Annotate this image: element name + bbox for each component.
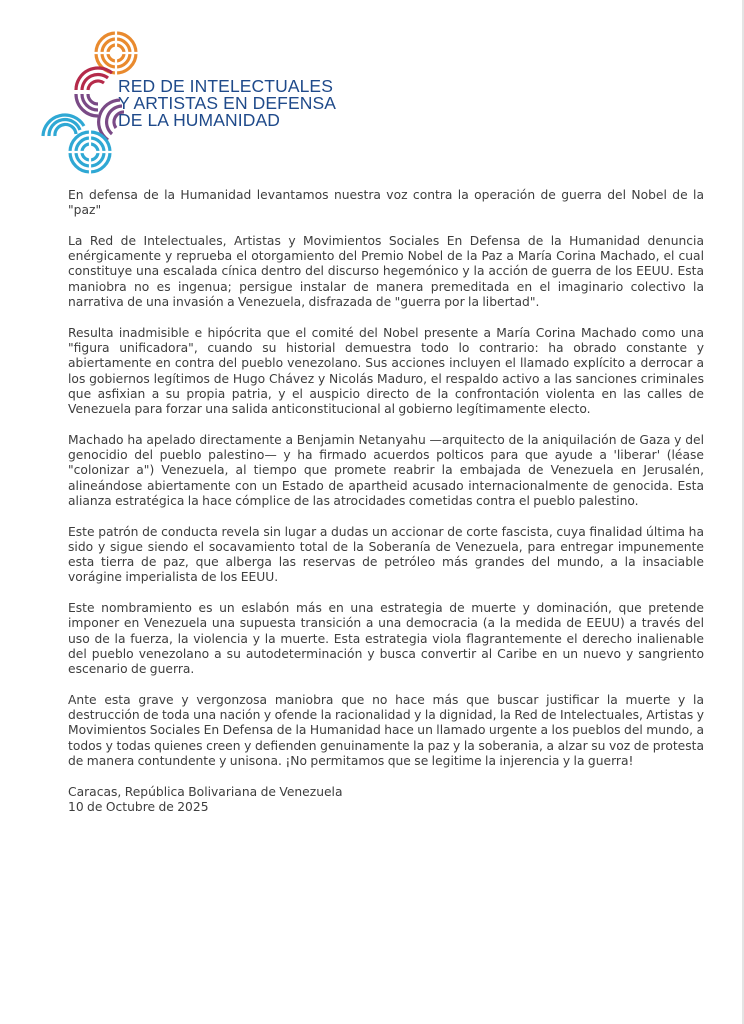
paragraph: Este nombramiento es un eslabón más en una estrategia de muerte y dominación, que pretende imponer en Venezuela una supuesta transición a una democracia (a la medida de EEUU) a través del uso de la fuerza, la violencia y la muerte. Esta estrategia viola flagrantemente el derecho inalienable del pueblo venezolano a su autodeterminación y busca convertir al Caribe en un nuevo y sangriento escenario de guerra.	[68, 601, 704, 677]
organization-name	[118, 78, 336, 129]
signature-place: Caracas, República Bolivariana de Venezuela	[68, 784, 343, 799]
paragraph: Resulta inadmisible e hipócrita que el comité del Nobel presente a María Corina Machado como una "figura unificadora", cuando su historial demuestra todo lo contrario: ha obrado constante y abiertamente en contra del pueblo venezolano. Sus acciones incluyen el llamado explícito a derrocar a los gobiernos legítimos de Hugo Chávez y Nicolás Maduro, el respaldo activo a las sanciones criminales que asfixian a su propia patria, y el auspicio directo de la confrontación violenta en las calles de Venezuela para forzar una salida anticonstitucional al gobierno legítimamente electo.	[68, 325, 704, 417]
logo-line: RED DE INTELECTUALES	[118, 76, 333, 96]
organization-logo	[38, 28, 338, 178]
paragraph: La Red de Intelectuales, Artistas y Movimientos Sociales En Defensa de la Humanidad denuncia enérgicamente y reprueba el otorgamiento del Premio Nobel de la Paz a María Corina Machado, el cual constituye una escalada cínica dentro del discurso hegemónico y la acción de guerra de los EEUU. Esta maniobra no es ingenua; persigue instalar de manera premeditada en el imaginario colectivo la narrativa de una invasión a Venezuela, disfrazada de "guerra por la libertad".	[68, 233, 704, 310]
paragraph: Ante esta grave y vergonzosa maniobra que no hace más que buscar justificar la muerte y la destrucción de toda una nación y ofende la racionalidad y la dignidad, la Red de Intelectuales, Artistas y Movimientos Sociales En Defensa de la Humanidad hace un llamado urgente a los pueblos del mundo, a todos y todas quienes creen y defienden genuinamente la paz y la soberania, a alzar su voz de protesta de manera contundente y unisona. ¡No permitamos que se legitime la injerencia y la guerra!	[68, 692, 704, 768]
signature-date: 10 de Octubre de 2025	[68, 799, 209, 814]
paragraph: Machado ha apelado directamente a Benjamin Netanyahu —arquitecto de la aniquilación de Gaza y del genocidio del pueblo palestino— y ha firmado acuerdos polticos para que ayude a 'liberar' (léase "colonizar a") Venezuela, al tiempo que promete reabrir la embajada de Venezuela en Jerusalén, alineándose abiertamente con un Estado de apartheid acusado internacionalmente de genocida. Esta alianza estratégica la hace cómplice de las atrocidades cometidas contra el pueblo palestino.	[68, 432, 704, 508]
statement-body	[68, 188, 704, 815]
paragraph: Este patrón de conducta revela sin lugar a dudas un accionar de corte fascista, cuya finalidad última ha sido y sigue siendo el socavamiento total de la Soberanía de Venezuela, para entregar impunemente esta tierra de paz, que alberga las reservas de petróleo más grandes del mundo, a la insaciable vorágine imperialista de los EEUU.	[68, 524, 704, 585]
statement-title: En defensa de la Humanidad levantamos nuestra voz contra la operación de guerra del Nobel de la "paz"	[68, 188, 704, 218]
logo-line: Y ARTISTAS EN DEFENSA	[118, 93, 336, 113]
logo-line: DE LA HUMANIDAD	[118, 110, 280, 130]
